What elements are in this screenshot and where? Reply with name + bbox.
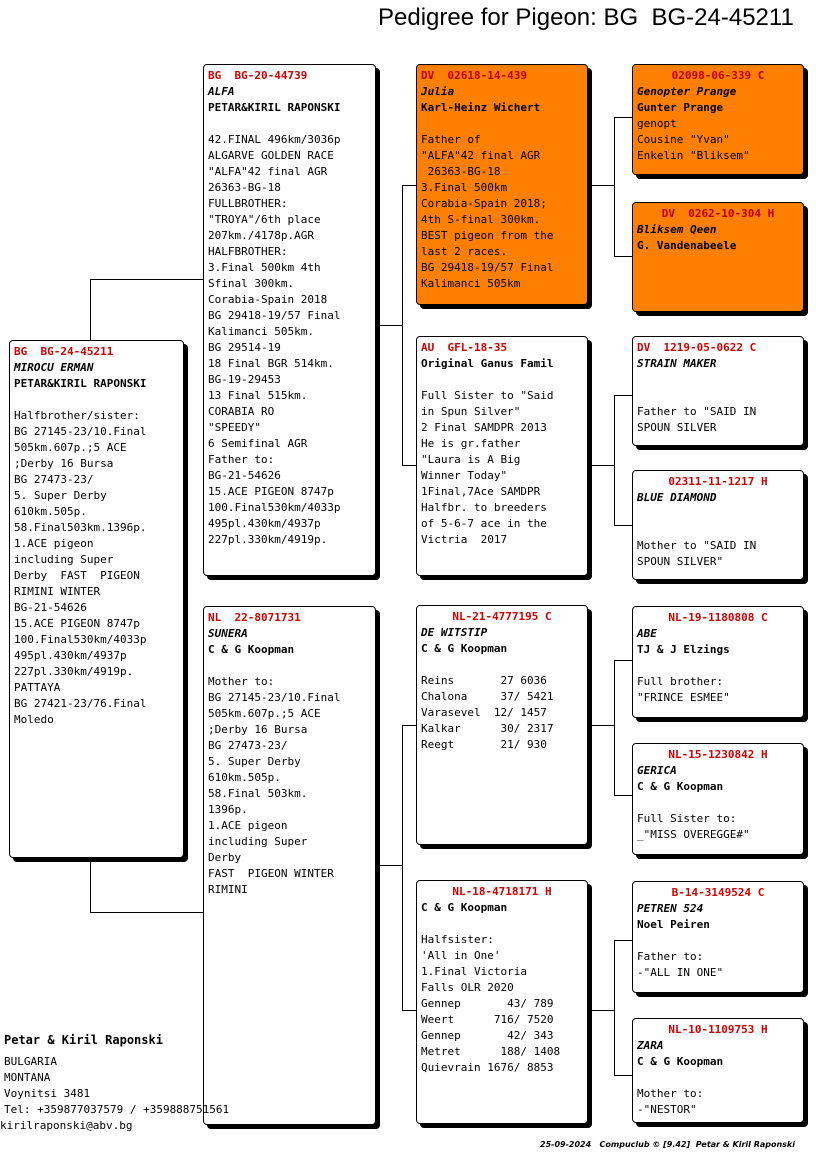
pigeon-owner: Gunter Prange [637, 101, 724, 114]
pigeon-card-dds[interactable] [632, 881, 804, 993]
breeder-country: BULGARIA [4, 1055, 57, 1068]
ring-number: DV 02618-14-439 [421, 69, 527, 82]
pigeon-name: Bliksem Qeen [637, 223, 717, 236]
page-title: Pedigree for Pigeon: BG BG-24-45211 [378, 4, 794, 31]
pigeon-name: PETREN 524 [637, 902, 704, 915]
pigeon-notes: Halfbrother/sister: BG 27145-23/10.Final 505km.607p.;5 ACE ;Derby 16 Bursa BG 27473-23/ 5. Super Derby 610km.505p. 58.Final503km.1396p. 1.ACE pigeon including Super Derby FAST PIGEON RIMINI WINTER BG-21-54626 15.ACE PIGEON 8747p 100.Final530km/4033p 495pl.430km/4937p 227pl.330km/4919p. PATTAYA BG 27421-23/76.Final Moledo [14, 409, 147, 726]
ring-number: BG BG-20-44739 [208, 69, 308, 82]
pigeon-notes: 42.FINAL 496km/3036p ALGARVE GOLDEN RACE "ALFA"42 final AGR 26363-BG-18 FULLBROTHER: "TROYA"/6th place 207km./4178p.AGR HALFBROTHER: 3.Final 500km 4th Sfinal 300km. Corabia-Spain 2018 BG 29418-19/57 Final Kalimanci 505km. BG 29514-19 18 Final BGR 514km. BG-19-29453 13 Final 515km. CORABIA RO "SPEEDY" 6 Semifinal AGR Father to: BG-21-54626 15.ACE PIGEON 8747p 100.Final530km/4033p 495pl.430km/4937p 227pl.330km/4919p. [208, 133, 341, 546]
ring-number: NL-21-4777195 C [452, 610, 552, 623]
ring-number: BG BG-24-45211 [14, 345, 114, 358]
ring-number: NL-19-1180808 C [668, 611, 768, 624]
connector-line [614, 525, 632, 526]
ring-number: NL 22-8071731 [208, 611, 301, 624]
connector-line [614, 117, 632, 118]
ring-number: B-14-3149524 C [671, 886, 765, 899]
pigeon-card-sire-dam[interactable] [416, 336, 588, 576]
ring-number: DV 0262-10-304 H [661, 207, 775, 220]
ring-number: AU GFL-18-35 [421, 341, 508, 354]
connector-line [402, 185, 403, 465]
pigeon-notes: Reins 27 6036 Chalona 37/ 5421 Varasevel 12/ 1457 Kalkar 30/ 2317 Reegt 21/ 930 [421, 674, 554, 751]
breeder-name: Petar & Kiril Raponski [4, 1033, 163, 1047]
connector-line [90, 279, 204, 280]
pigeon-name: BLUE DIAMOND [637, 491, 717, 504]
pigeon-name: SUNERA [208, 627, 248, 640]
pigeon-card-dss[interactable] [632, 606, 804, 718]
ring-number: NL-18-4718171 H [452, 885, 552, 898]
pigeon-notes: Father of "ALFA"42 final AGR 26363-BG-18 3.Final 500km Corabia-Spain 2018; 4th S-final 300km. BEST pigeon from the last 2 races. BG 29418-19/57 Final Kalimanci 505km [421, 133, 554, 290]
pigeon-name: MIROCU ERMAN [14, 361, 94, 374]
pigeon-owner: Karl-Heinz Wichert [421, 101, 541, 114]
pigeon-owner: PETAR&KIRIL RAPONSKI [208, 101, 341, 114]
pigeon-owner: Original Ganus Famil [421, 357, 554, 370]
ring-number: 02311-11-1217 H [668, 475, 768, 488]
pigeon-notes: Full brother: "FRINCE ESMEE" [637, 675, 730, 704]
pigeon-owner: G. Vandenabeele [637, 239, 737, 252]
connector-line [614, 660, 632, 661]
ring-number: NL-15-1230842 H [668, 748, 768, 761]
pigeon-notes: genopt Cousine "Yvan" Enkelin "Bliksem" [637, 117, 750, 162]
connector-line [614, 940, 615, 1075]
connector-line [402, 185, 417, 186]
ring-number: DV 1219-05-0622 C [637, 341, 757, 354]
pigeon-card-sire-sire[interactable] [416, 64, 588, 305]
pigeon-card-sire[interactable] [203, 64, 376, 576]
connector-line [614, 940, 632, 941]
pigeon-card-ssd[interactable] [632, 202, 804, 312]
connector-line [614, 795, 632, 796]
pigeon-card-ddd[interactable] [632, 1018, 804, 1123]
connector-line [614, 395, 632, 396]
pigeon-owner: C & G Koopman [421, 901, 508, 914]
pigeon-owner: C & G Koopman [208, 643, 295, 656]
connector-line [614, 1075, 632, 1076]
pigeon-owner: C & G Koopman [637, 780, 724, 793]
connector-line [614, 256, 632, 257]
footer-credit: 25-09-2024 Compuclub © [9.42] Petar & Kiril Raponski [540, 1140, 795, 1149]
pigeon-owner: C & G Koopman [421, 642, 508, 655]
pigeon-owner: C & G Koopman [637, 1055, 724, 1068]
pigeon-notes: Father to: -"ALL IN ONE" [637, 950, 724, 979]
ring-number: 02098-06-339 C [671, 69, 765, 82]
pigeon-name: ZARA [637, 1039, 664, 1052]
pigeon-name: Julia [421, 85, 455, 98]
connector-line [592, 185, 614, 186]
connector-line [614, 117, 615, 256]
pigeon-notes: Mother to: BG 27145-23/10.Final 505km.607p.;5 ACE ;Derby 16 Bursa BG 27473-23/ 5. Super Derby 610km.505p. 58.Final 503km. 1396p. 1.ACE pigeon including Super Derby FAST PIGEON WINTER RIMINI [208, 675, 341, 896]
pigeon-name: STRAIN MAKER [637, 357, 717, 370]
pigeon-notes: Halfsister: 'All in One' 1.Final Victoria Falls OLR 2020 Gennep 43/ 789 Weert 716/ 7520 Gennep 42/ 343 Metret 188/ 1408 Quievrain 1676/ 8853 [421, 933, 561, 1074]
connector-line [402, 465, 417, 466]
breeder-info [0, 1032, 230, 1134]
pigeon-owner: Noel Peiren [637, 918, 710, 931]
connector-line [402, 725, 417, 726]
breeder-phone: Tel: +359877037579 / +359888751561 [4, 1103, 230, 1116]
connector-line [90, 279, 91, 341]
connector-line [614, 395, 615, 525]
pigeon-card-dam-dam[interactable] [416, 880, 588, 1124]
pigeon-card-sdd[interactable] [632, 470, 804, 580]
ring-number: NL-10-1109753 H [668, 1023, 768, 1036]
pigeon-notes: Mother to "SAID IN SPOUN SILVER" [637, 539, 757, 568]
pigeon-card-sds[interactable] [632, 336, 804, 446]
connector-line [614, 660, 615, 795]
connector-line [402, 1010, 417, 1011]
pigeon-name: DE WITSTIP [421, 626, 488, 639]
connector-line [380, 325, 402, 326]
breeder-city: Voynitsi 3481 [4, 1087, 91, 1100]
breeder-region: MONTANA [4, 1071, 51, 1084]
pigeon-name: ALFA [208, 85, 235, 98]
pigeon-notes: Full Sister to "Said in Spun Silver" 2 Final SAMDPR 2013 He is gr.father "Laura is A Big Winner Today" 1Final,7Ace SAMDPR Halfbr. to breeders of 5-6-7 ace in the Victria 2017 [421, 389, 554, 546]
pigeon-owner: TJ & J Elzings [637, 643, 730, 656]
pigeon-name: GERICA [637, 764, 677, 777]
connector-line [402, 725, 403, 1010]
pigeon-card-dsd[interactable] [632, 743, 804, 855]
connector-line [592, 1010, 614, 1011]
connector-line [592, 465, 614, 466]
breeder-email: kirilraponski@abv.bg [0, 1119, 133, 1132]
pigeon-name: Genopter Prange [637, 85, 737, 98]
pigeon-card-sss[interactable] [632, 64, 804, 175]
pigeon-notes: Full Sister to: _"MISS OVEREGGE#" [637, 812, 750, 841]
connector-line [90, 857, 91, 912]
pigeon-notes: Father to "SAID IN SPOUN SILVER [637, 405, 757, 434]
connector-line [592, 725, 614, 726]
pigeon-card-subject[interactable] [9, 340, 184, 858]
connector-line [90, 912, 204, 913]
pigeon-name: ABE [637, 627, 657, 640]
connector-line [380, 865, 402, 866]
pigeon-notes: Mother to: -"NESTOR" [637, 1087, 704, 1116]
pigeon-card-dam-sire[interactable] [416, 605, 588, 845]
pigeon-owner: PETAR&KIRIL RAPONSKI [14, 377, 147, 390]
